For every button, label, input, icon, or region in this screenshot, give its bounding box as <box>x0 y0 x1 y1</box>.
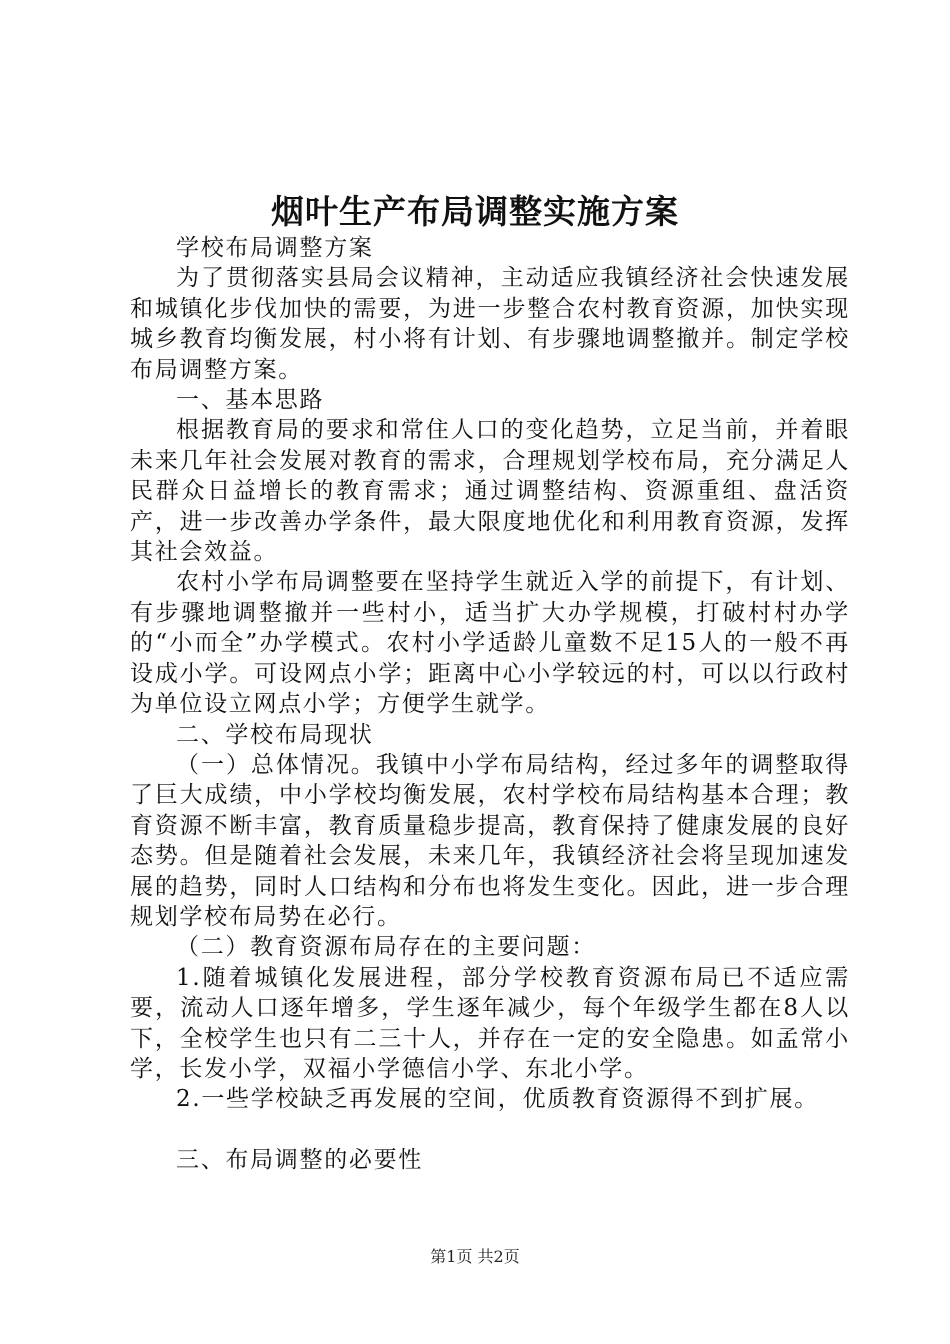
section-heading-1: 一、基本思路 <box>176 387 325 414</box>
section-heading-3: 三、布局调整的必要性 <box>176 1146 423 1173</box>
document-body <box>130 233 850 1175</box>
subsection-heading: （二）教育资源布局存在的主要问题： <box>176 934 596 961</box>
list-item: 2.一些学校缺乏再发展的空间，优质教育资源得不到扩展。 <box>176 1086 819 1113</box>
document-title: 烟叶生产布局调整实施方案 <box>271 192 679 231</box>
page-footer: 第1页 共2页 <box>430 1247 520 1266</box>
paragraph-subtitle: 学校布局调整方案 <box>176 235 374 261</box>
paragraph-intro: 为了贯彻落实县局会议精神，主动适应我镇经济社会快速发展和城镇化步伐加快的需要，为进一步整合农村教育资源，加快实现城乡教育均衡发展，村小将有计划、有步骤地调整撤并。制定学校布局调整方案。 <box>130 265 850 383</box>
paragraph: 根据教育局的要求和常住人口的变化趋势，立足当前，并着眼未来几年社会发展对教育的需求，合理规划学校布局，充分满足人民群众日益增长的教育需求；通过调整结构、资源重组、盘活资产，进一步改善办学条件，最大限度地优化和利用教育资源，发挥其社会效益。 <box>130 417 850 566</box>
section-heading-2: 二、学校布局现状 <box>176 721 374 748</box>
paragraph: 农村小学布局调整要在坚持学生就近入学的前提下，有计划、有步骤地调整撤并一些村小，适当扩大办学规模，打破村村办学的“小而全”办学模式。农村小学适龄儿童数不足15人的一般不再设成小学。可设网点小学；距离中心小学较远的村，可以以行政村为单位设立网点小学；方便学生就学。 <box>130 569 850 718</box>
paragraph: （一）总体情况。我镇中小学布局结构，经过多年的调整取得了巨大成绩，中小学校均衡发展，农村学校布局结构基本合理；教育资源不断丰富，教育质量稳步提高，教育保持了健康发展的良好态势。但是随着社会发展，未来几年，我镇经济社会将呈现加速发展的趋势，同时人口结构和分布也将发生变化。因此，进一步合理规划学校布局势在必行。 <box>130 751 850 930</box>
list-item: 1.随着城镇化发展进程，部分学校教育资源布局已不适应需要，流动人口逐年增多，学生逐年减少，每个年级学生都在8人以下，全校学生也只有二三十人，并存在一定的安全隐患。如孟常小学，长发小学，双福小学德信小学、东北小学。 <box>130 964 850 1082</box>
